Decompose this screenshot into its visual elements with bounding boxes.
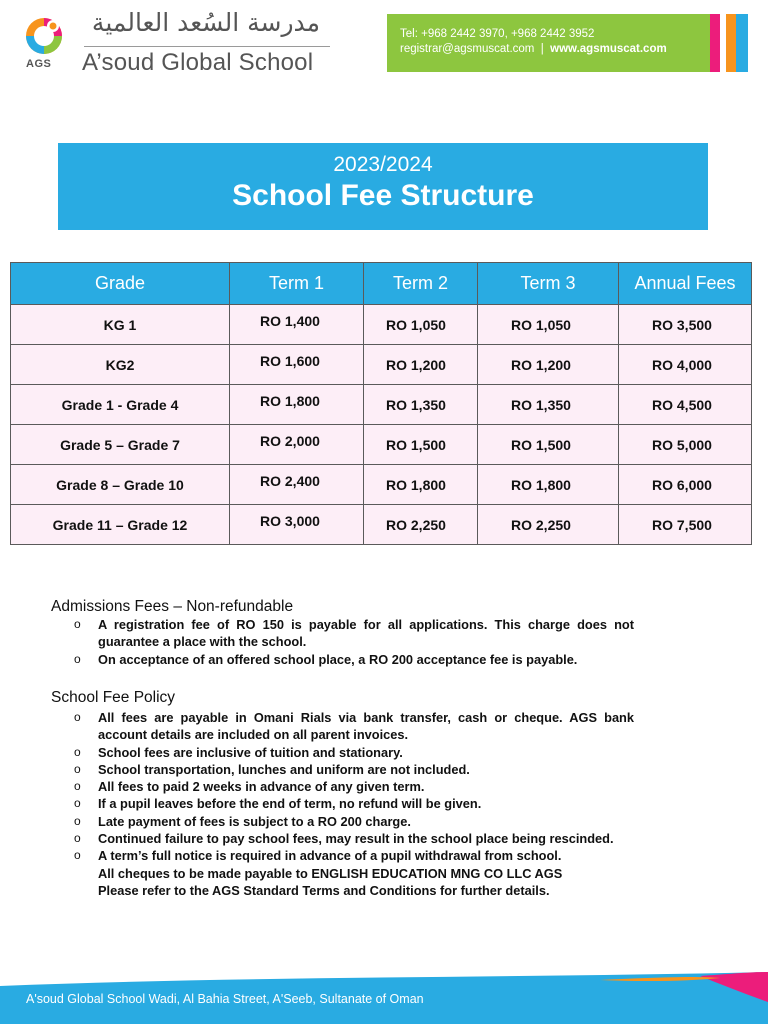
page-title: School Fee Structure bbox=[232, 179, 534, 212]
term3-cell: RO 2,250 bbox=[478, 505, 619, 545]
term2-cell: RO 1,200 bbox=[364, 345, 478, 385]
title-banner bbox=[58, 143, 708, 230]
policy-list bbox=[74, 709, 634, 899]
annual-cell: RO 6,000 bbox=[619, 465, 752, 505]
school-name-english: A’soud Global School bbox=[82, 49, 314, 76]
cheque-payee-note: All cheques to be made payable to ENGLISH EDUCATION MNG CO LLC AGS bbox=[98, 865, 563, 881]
logo-abbrev: AGS bbox=[26, 58, 52, 70]
annual-cell: RO 5,000 bbox=[619, 425, 752, 465]
bullet-marker: o bbox=[74, 744, 81, 759]
term2-cell: RO 1,800 bbox=[364, 465, 478, 505]
header-annual: Annual Fees bbox=[619, 263, 752, 305]
admissions-list bbox=[74, 616, 634, 668]
term1-cell: RO 1,400 bbox=[230, 305, 364, 345]
policy-heading: School Fee Policy bbox=[51, 689, 176, 706]
list-item-text: On acceptance of an offered school place, a RO 200 acceptance fee is payable. bbox=[98, 651, 578, 667]
table-row bbox=[11, 385, 752, 425]
grade-cell: Grade 5 – Grade 7 bbox=[11, 425, 230, 465]
term2-cell: RO 1,350 bbox=[364, 385, 478, 425]
list-item-text: All fees are payable in Omani Rials via bank transfer, cash or cheque. AGS bank account details are included on all parent invoices. bbox=[98, 710, 634, 743]
bullet-marker: o bbox=[74, 796, 81, 811]
contact-separator: | bbox=[540, 43, 544, 55]
orange-stripe bbox=[726, 14, 736, 72]
blue-stripe bbox=[736, 14, 748, 72]
term1-cell: RO 2,000 bbox=[230, 425, 364, 465]
bullet-marker: o bbox=[74, 779, 81, 794]
school-address: A'soud Global School Wadi, Al Bahia Street, A'Seeb, Sultanate of Oman bbox=[26, 992, 424, 1006]
list-item bbox=[74, 813, 634, 830]
header-term3: Term 3 bbox=[478, 263, 619, 305]
email-link[interactable]: registrar@agsmuscat.com bbox=[400, 43, 535, 55]
list-item bbox=[74, 616, 634, 651]
header-term2: Term 2 bbox=[364, 263, 478, 305]
page-footer bbox=[0, 972, 768, 1024]
bullet-marker: o bbox=[74, 848, 81, 863]
bullet-marker: o bbox=[74, 710, 81, 724]
name-divider bbox=[84, 46, 330, 47]
school-name-arabic: مدرسة السُعد العالمية bbox=[91, 8, 321, 37]
bullet-marker: o bbox=[74, 761, 81, 776]
bullet-marker: o bbox=[74, 651, 81, 666]
annual-cell: RO 3,500 bbox=[619, 305, 752, 345]
list-item-text: School transportation, lunches and uniform are not included. bbox=[98, 761, 470, 777]
annual-cell: RO 7,500 bbox=[619, 505, 752, 545]
grade-cell: Grade 8 – Grade 10 bbox=[11, 465, 230, 505]
grade-cell: KG 1 bbox=[11, 305, 230, 345]
ags-logo-icon bbox=[20, 14, 68, 56]
annual-cell: RO 4,500 bbox=[619, 385, 752, 425]
term3-cell: RO 1,200 bbox=[478, 345, 619, 385]
grade-cell: Grade 11 – Grade 12 bbox=[11, 505, 230, 545]
admissions-heading: Admissions Fees – Non-refundable bbox=[51, 598, 294, 615]
bullet-marker: o bbox=[74, 813, 81, 828]
term3-cell: RO 1,800 bbox=[478, 465, 619, 505]
table-row bbox=[11, 505, 752, 545]
tel-numbers: +968 2442 3970, +968 2442 3952 bbox=[421, 28, 595, 40]
terms-reference-note: Please refer to the AGS Standard Terms and Conditions for further details. bbox=[98, 882, 550, 898]
fee-table-header bbox=[11, 263, 752, 305]
term1-cell: RO 3,000 bbox=[230, 505, 364, 545]
contact-web-line bbox=[400, 42, 667, 57]
list-item-text: A term’s full notice is required in advance of a pupil withdrawal from school. bbox=[98, 848, 562, 864]
term2-cell: RO 2,250 bbox=[364, 505, 478, 545]
contact-box bbox=[387, 14, 748, 72]
header-grade: Grade bbox=[11, 263, 230, 305]
tel-label: Tel: bbox=[400, 28, 418, 40]
list-item-text: All fees to paid 2 weeks in advance of any given term. bbox=[98, 779, 425, 795]
list-item-text: School fees are inclusive of tuition and stationary. bbox=[98, 744, 403, 760]
table-row bbox=[11, 305, 752, 345]
website-link[interactable]: www.agsmuscat.com bbox=[550, 43, 667, 55]
term2-cell: RO 1,500 bbox=[364, 425, 478, 465]
grade-cell: Grade 1 - Grade 4 bbox=[11, 385, 230, 425]
contact-phone-line bbox=[400, 27, 667, 42]
term1-cell: RO 1,600 bbox=[230, 345, 364, 385]
list-item bbox=[74, 830, 634, 847]
list-item bbox=[74, 744, 634, 761]
annual-cell: RO 4,000 bbox=[619, 345, 752, 385]
academic-year: 2023/2024 bbox=[333, 153, 433, 176]
contact-panel bbox=[387, 14, 710, 72]
table-row bbox=[11, 425, 752, 465]
list-item bbox=[74, 709, 634, 744]
list-item bbox=[74, 778, 634, 795]
list-item-text: A registration fee of RO 150 is payable for all applications. This charge does not guarantee a place with the school. bbox=[98, 617, 634, 650]
list-item bbox=[74, 651, 634, 668]
table-row bbox=[11, 345, 752, 385]
term3-cell: RO 1,500 bbox=[478, 425, 619, 465]
contact-text bbox=[400, 27, 667, 57]
list-item-text: If a pupil leaves before the end of term, no refund will be given. bbox=[98, 796, 482, 812]
fee-table bbox=[10, 262, 752, 545]
pink-stripe bbox=[710, 14, 720, 72]
page-header bbox=[0, 0, 768, 90]
table-row bbox=[11, 465, 752, 505]
list-item bbox=[74, 847, 634, 864]
bullet-marker: o bbox=[74, 617, 81, 631]
term3-cell: RO 1,050 bbox=[478, 305, 619, 345]
term2-cell: RO 1,050 bbox=[364, 305, 478, 345]
term3-cell: RO 1,350 bbox=[478, 385, 619, 425]
list-item-text: Continued failure to pay school fees, may result in the school place being rescinded. bbox=[98, 831, 614, 847]
term1-cell: RO 1,800 bbox=[230, 385, 364, 425]
list-item bbox=[74, 795, 634, 812]
list-item-text: Late payment of fees is subject to a RO 200 charge. bbox=[98, 813, 411, 829]
header-term1: Term 1 bbox=[230, 263, 364, 305]
term1-cell: RO 2,400 bbox=[230, 465, 364, 505]
bullet-marker: o bbox=[74, 831, 81, 846]
list-item bbox=[74, 761, 634, 778]
grade-cell: KG2 bbox=[11, 345, 230, 385]
